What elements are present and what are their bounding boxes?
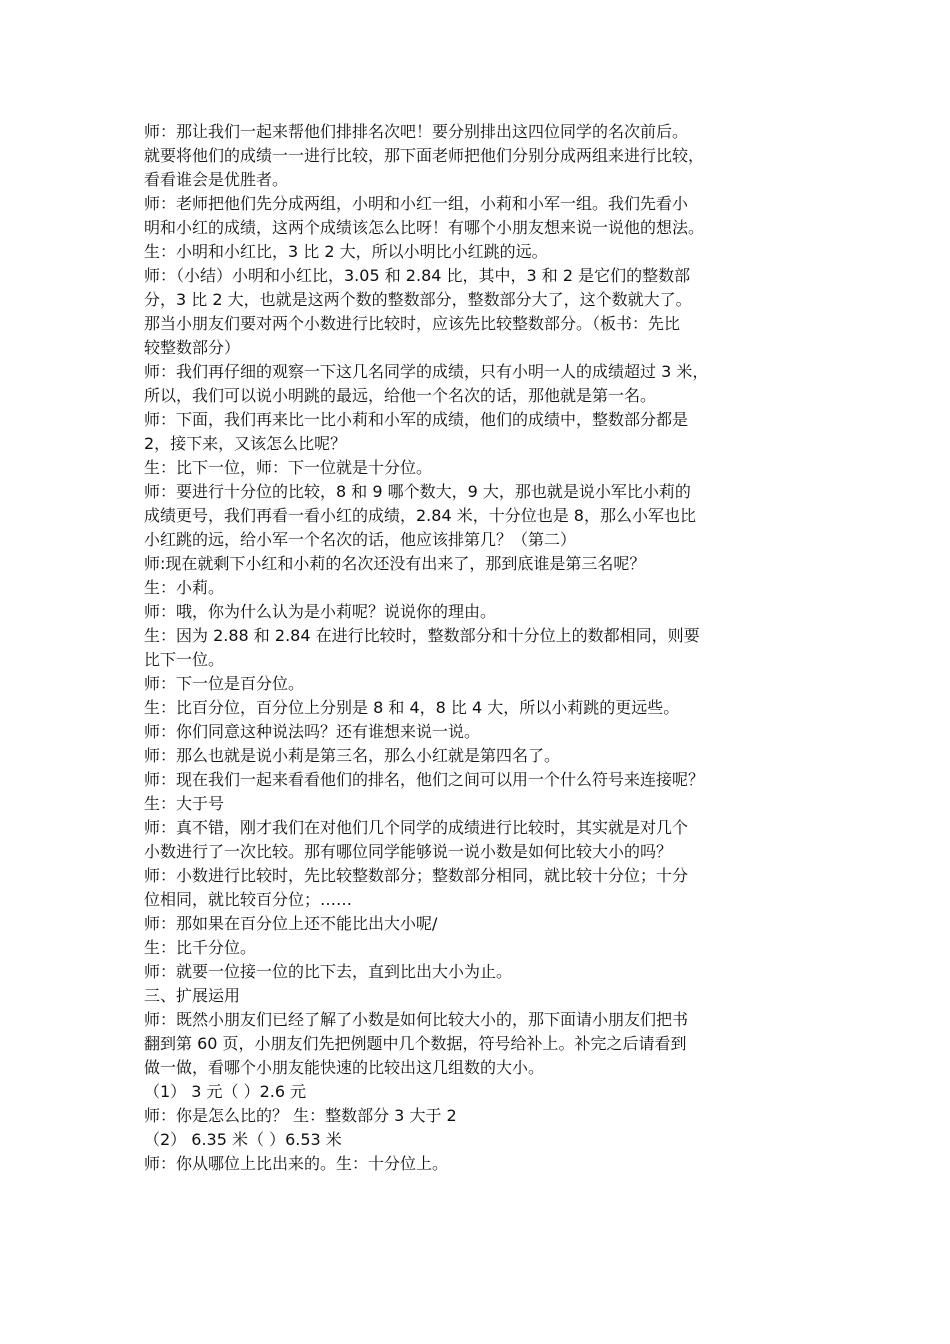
text-line: 做一做，看哪个小朋友能快速的比较出这几组数的大小。 [144, 1058, 545, 1077]
text-line: 生：大于号 [144, 794, 225, 813]
text-line: 三、扩展运用 [144, 986, 241, 1005]
text-line: 师：要进行十分位的比较，8 和 9 哪个数大，9 大，那也就是说小军比小莉的 [144, 482, 691, 501]
text-line: 师：那让我们一起来帮他们排排名次吧！要分别排出这四位同学的名次前后。 [144, 122, 689, 141]
text-line: 小红跳的远，给小军一个名次的话，他应该排第几？（第二） [144, 530, 577, 549]
text-line: 师：小数进行比较时，先比较整数部分；整数部分相同，就比较十分位；十分 [144, 866, 689, 885]
text-line: 生：比千分位。 [144, 938, 257, 957]
text-line: 师：那如果在百分位上还不能比出大小呢/ [144, 914, 438, 933]
text-line: 师：真不错，刚才我们在对他们几个同学的成绩进行比较时，其实就是对几个 [144, 818, 689, 837]
text-line: 那当小朋友们要对两个小数进行比较时，应该先比较整数部分。（板书：先比 [144, 314, 681, 333]
text-line: 师：下一位是百分位。 [144, 674, 305, 693]
text-line: 师：我们再仔细的观察一下这几名同学的成绩，只有小明一人的成绩超过 3 米， [144, 362, 709, 381]
text-line: 师:现在就剩下小红和小莉的名次还没有出来了，那到底谁是第三名呢？ [144, 554, 646, 573]
text-line: 师：你们同意这种说法吗？还有谁想来说一说。 [144, 722, 481, 741]
text-line: 生：比百分位，百分位上分别是 8 和 4，8 比 4 大，所以小莉跳的更远些。 [144, 698, 680, 717]
text-line: 师：你从哪位上比出来的。生：十分位上。 [144, 1154, 449, 1173]
text-line: 所以，我们可以说小明跳的最远，给他一个名次的话，那他就是第一名。 [144, 386, 657, 405]
text-line: 师：现在我们一起来看看他们的排名，他们之间可以用一个什么符号来连接呢？ [144, 770, 705, 789]
text-line: 师：既然小朋友们已经了解了小数是如何比较大小的，那下面请小朋友们把书 [144, 1010, 689, 1029]
text-line: （1） 3 元（ ）2.6 元 [144, 1082, 307, 1101]
text-line: 2，接下来，又该怎么比呢？ [144, 434, 347, 453]
text-line: 位相同，就比较百分位；…… [144, 890, 353, 909]
text-line: 生：比下一位，师：下一位就是十分位。 [144, 458, 433, 477]
text-line: 师：就要一位接一位的比下去，直到比出大小为止。 [144, 962, 513, 981]
text-line: 生：小莉。 [144, 578, 225, 597]
text-line: 小数进行了一次比较。那有哪位同学能够说一说小数是如何比较大小的吗？ [144, 842, 673, 861]
text-line: 成绩更号，我们再看一看小红的成绩，2.84 米，十分位也是 8，那么小军也比 [144, 506, 696, 525]
text-line: 较整数部分） [144, 338, 241, 357]
text-line: 师：那么也就是说小莉是第三名，那么小红就是第四名了。 [144, 746, 561, 765]
text-line: 师：下面，我们再来比一比小莉和小军的成绩，他们的成绩中，整数部分都是 [144, 410, 689, 429]
text-line: 明和小红的成绩，这两个成绩该怎么比呀！有哪个小朋友想来说一说他的想法。 [144, 218, 705, 237]
text-line: 师：（小结）小明和小红比，3.05 和 2.84 比，其中，3 和 2 是它们的整数部 [144, 266, 691, 285]
text-line: 师：哦，你为什么认为是小莉呢？说说你的理由。 [144, 602, 497, 621]
text-line: 生：因为 2.88 和 2.84 在进行比较时，整数部分和十分位上的数都相同，则要 [144, 626, 700, 645]
text-line: 比下一位。 [144, 650, 225, 669]
text-line: 就要将他们的成绩一一进行比较，那下面老师把他们分别分成两组来进行比较， [144, 146, 705, 165]
text-line: 师：你是怎么比的？ 生：整数部分 3 大于 2 [144, 1106, 457, 1125]
text-line: 翻到第 60 页，小朋友们先把例题中几个数据，符号给补上。补完之后请看到 [144, 1034, 687, 1053]
text-line: 师：老师把他们先分成两组，小明和小红一组，小莉和小军一组。我们先看小 [144, 194, 689, 213]
text-line: 生：小明和小红比，3 比 2 大，所以小明比小红跳的远。 [144, 242, 548, 261]
text-line: 看看谁会是优胜者。 [144, 170, 289, 189]
text-line: 分，3 比 2 大，也就是这两个数的整数部分，整数部分大了，这个数就大了。 [144, 290, 692, 309]
text-line: （2） 6.35 米（ ）6.53 米 [144, 1130, 342, 1149]
document-body [144, 120, 812, 1176]
